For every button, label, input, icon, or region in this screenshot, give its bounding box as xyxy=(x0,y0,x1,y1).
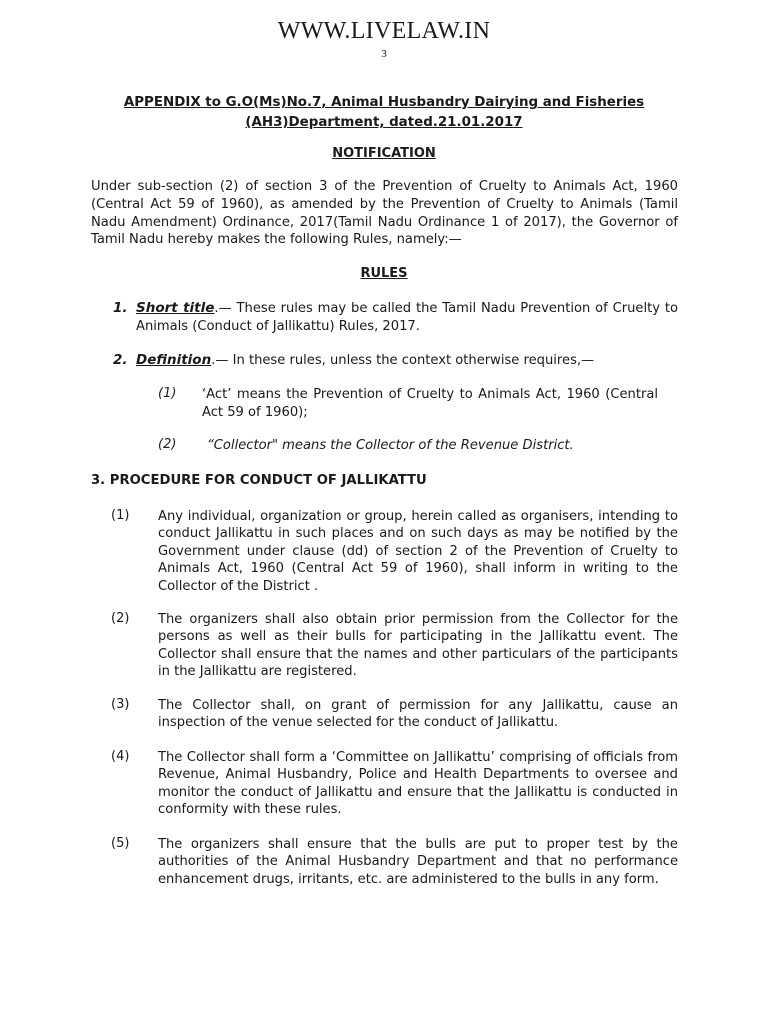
page-number: 3 xyxy=(381,48,387,60)
rule-2-title: Definition xyxy=(136,352,212,368)
section-3-item-5-number: (5) xyxy=(111,836,130,851)
rule-2 xyxy=(136,352,678,370)
rule-2-sub-2-number: (2) xyxy=(158,437,177,452)
appendix-title xyxy=(80,93,688,133)
rule-2-sub-1-text: ‘Act’ means the Prevention of Cruelty to Animals Act, 1960 (Central Act 59 of 1960); xyxy=(202,387,658,420)
rule-1-number: 1. xyxy=(113,300,128,316)
section-3-item-1-text: Any individual, organization or group, herein called as organisers, intending to conduct Jallikattu in such places and on such days as may be notified by the Government under clause (dd) of section 2 of the Prevention of Cruelty to Animals Act, 1960 (Central Act 59 of 1960), shall inform in writing to the Collector of the District . xyxy=(158,509,678,594)
section-3-item-4-text: The Collector shall form a ‘Committee on Jallikattu’ comprising of officials from Revenue, Animal Husbandry, Police and Health Departments to oversee and monitor the conduct of Jallikattu and ensure that the Jallikattu is conducted in conformity with these rules. xyxy=(158,750,678,818)
section-3-item-3-text: The Collector shall, on grant of permission for any Jallikattu, cause an inspection of the venue selected for the conduct of Jallikattu. xyxy=(158,698,678,731)
rule-1-text: .— These rules may be called the Tamil Nadu Prevention of Cruelty to Animals (Conduct of Jallikattu) Rules, 2017. xyxy=(136,301,678,334)
section-3-heading: 3. PROCEDURE FOR CONDUCT OF JALLIKATTU xyxy=(91,473,427,488)
rule-2-number: 2. xyxy=(113,352,128,368)
rule-2-text: .— In these rules, unless the context otherwise requires,— xyxy=(211,353,595,368)
section-3-item-3-number: (3) xyxy=(111,697,130,712)
rule-1-title: Short title xyxy=(136,300,215,316)
notification-heading: NOTIFICATION xyxy=(332,146,436,161)
notification-body: Under sub-section (2) of section 3 of the Prevention of Cruelty to Animals Act, 1960 (Central Act 59 of 1960), as amended by the Prevention of Cruelty to Animals (Tamil Nadu Amendment) Ordinance, 2017(Tamil Nadu Ordinance 1 of 2017), the Governor of Tamil Nadu hereby makes the following Rules, namely:— xyxy=(91,179,678,248)
section-3-item-1-number: (1) xyxy=(111,508,130,523)
rules-heading: RULES xyxy=(360,266,408,281)
section-3-item-4-number: (4) xyxy=(111,749,130,764)
rule-2-sub-2-text: “Collector" means the Collector of the Revenue District. xyxy=(207,438,574,453)
section-3-item-2-number: (2) xyxy=(111,611,130,626)
rule-2-sub-1-number: (1) xyxy=(158,386,177,401)
appendix-line-1: APPENDIX to G.O(Ms)No.7, Animal Husbandry Dairying and Fisheries xyxy=(123,95,645,110)
section-3-item-2-text: The organizers shall also obtain prior permission from the Collector for the persons as well as their bulls for participating in the Jallikattu event. The Collector shall ensure that the names and other particulars of the participants in the Jallikattu are registered. xyxy=(158,612,678,680)
site-watermark: WWW.LIVELAW.IN xyxy=(277,18,491,44)
rule-1 xyxy=(136,300,678,336)
appendix-line-2: (AH3)Department, dated.21.01.2017 xyxy=(245,115,523,130)
section-3-item-5-text: The organizers shall ensure that the bulls are put to proper test by the authorities of the Animal Husbandry Department and that no performance enhancement drugs, irritants, etc. are administered to the bulls in any form. xyxy=(158,837,678,887)
